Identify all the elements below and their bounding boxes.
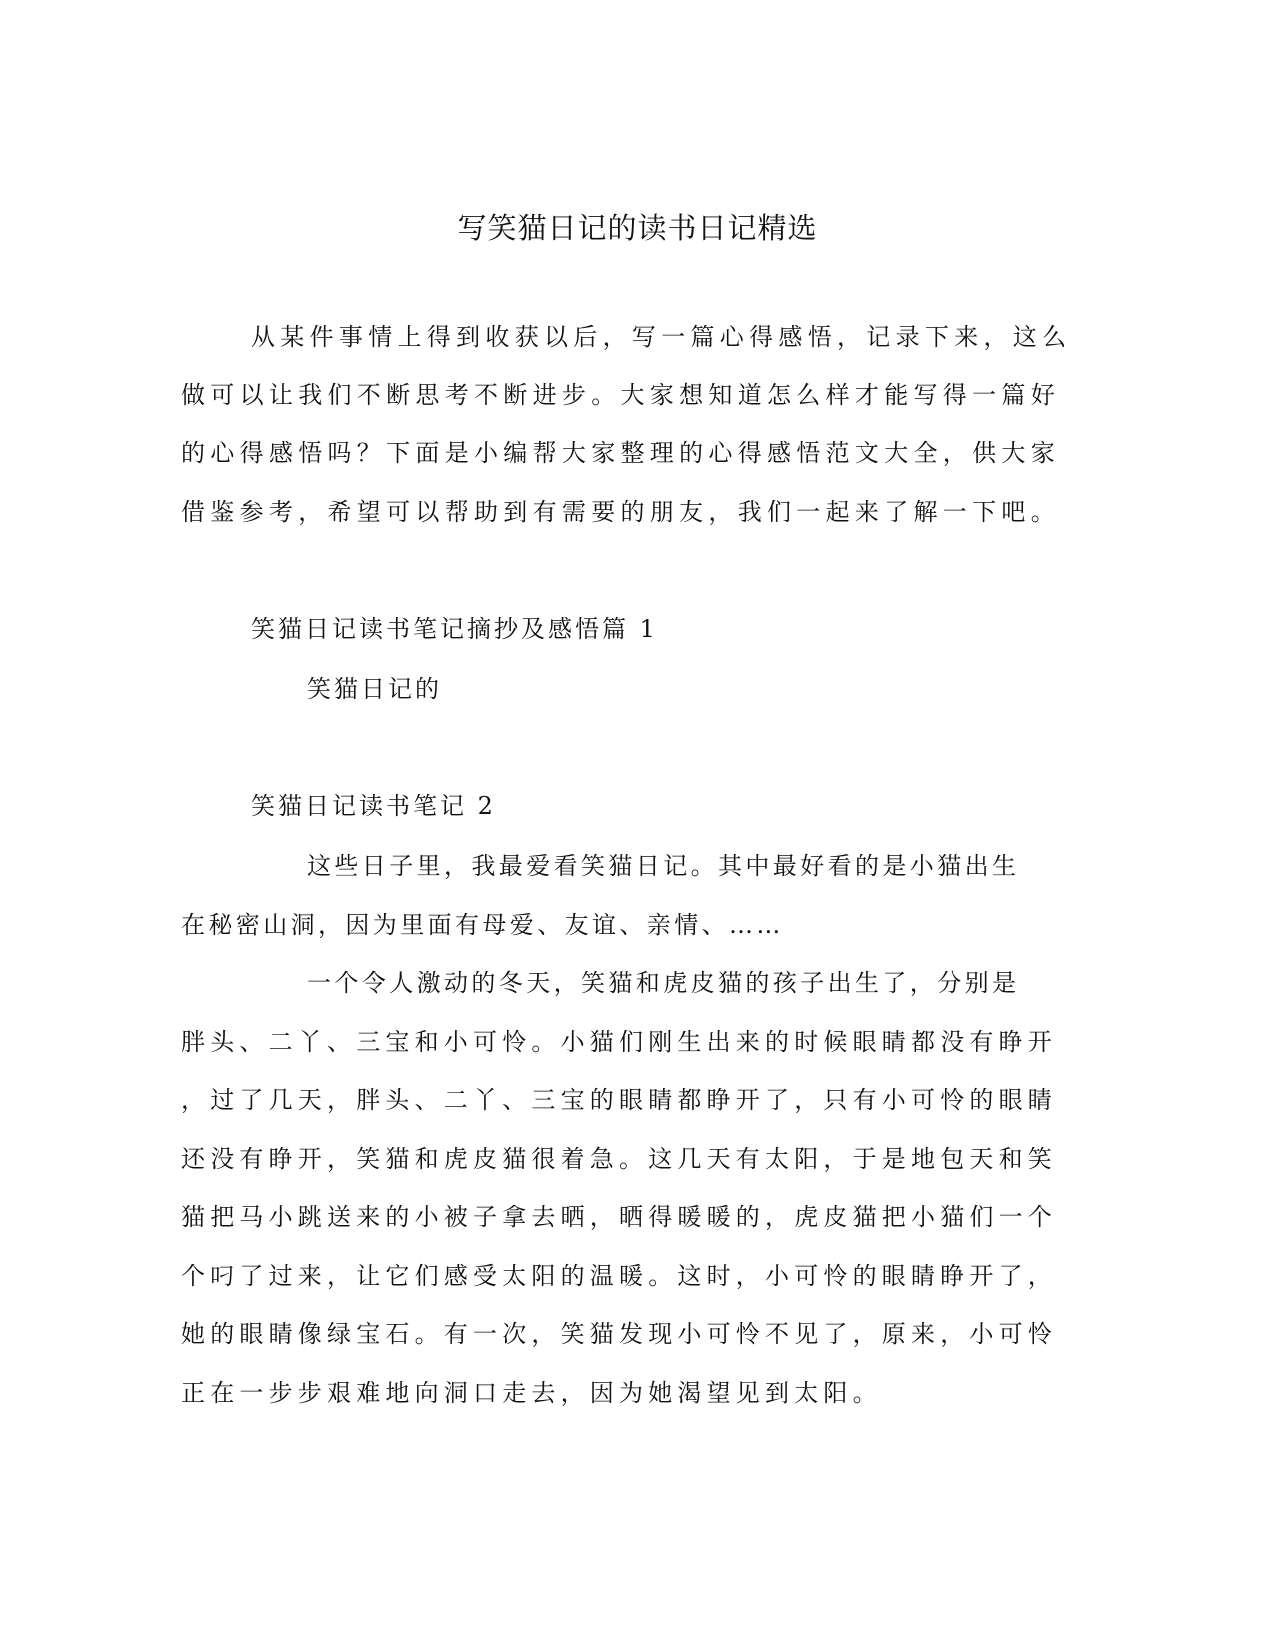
section-2-para-2-line-2: 胖头、二丫、三宝和小可怜。小猫们刚生出来的时候眼睛都没有睁开 <box>181 1028 1057 1056</box>
section-2-heading: 笑猫日记读书笔记 2 <box>251 792 496 820</box>
section-2-para-1-line-2: 在秘密山洞，因为里面有母爱、友谊、亲情、…… <box>181 911 784 939</box>
intro-line-1: 从某件事情上得到收获以后，写一篇心得感悟，记录下来，这么 <box>251 323 1072 351</box>
document-title: 写笑猫日记的读书日记精选 <box>457 211 818 245</box>
section-2-para-2-line-6: 个叼了过来，让它们感受太阳的温暖。这时，小可怜的眼睛睁开了， <box>181 1262 1057 1290</box>
section-2-para-2-line-1: 一个令人激动的冬天，笑猫和虎皮猫的孩子出生了，分别是 <box>307 969 1020 997</box>
section-2-para-2-line-5: 猫把马小跳送来的小被子拿去晒，晒得暖暖的，虎皮猫把小猫们一个 <box>181 1203 1057 1231</box>
section-2-para-1-line-1: 这些日子里，我最爱看笑猫日记。其中最好看的是小猫出生 <box>307 852 1020 880</box>
section-1-line: 笑猫日记的 <box>307 675 442 703</box>
intro-line-3: 的心得感悟吗？下面是小编帮大家整理的心得感悟范文大全，供大家 <box>181 439 1060 467</box>
section-2-para-2-line-3: ，过了几天，胖头、二丫、三宝的眼睛都睁开了，只有小可怜的眼睛 <box>181 1086 1057 1114</box>
section-2-para-2-line-8: 正在一步步艰难地向洞口走去，因为她渴望见到太阳。 <box>181 1379 882 1407</box>
intro-line-4: 借鉴参考，希望可以帮助到有需要的朋友，我们一起来了解一下吧。 <box>181 498 1060 526</box>
section-1-heading: 笑猫日记读书笔记摘抄及感悟篇 1 <box>251 615 658 643</box>
section-2-para-2-line-4: 还没有睁开，笑猫和虎皮猫很着急。这几天有太阳，于是地包天和笑 <box>181 1145 1057 1173</box>
intro-line-2: 做可以让我们不断思考不断进步。大家想知道怎么样才能写得一篇好 <box>181 381 1060 409</box>
section-2-para-2-line-7: 她的眼睛像绿宝石。有一次，笑猫发现小可怜不见了，原来，小可怜 <box>181 1320 1057 1348</box>
